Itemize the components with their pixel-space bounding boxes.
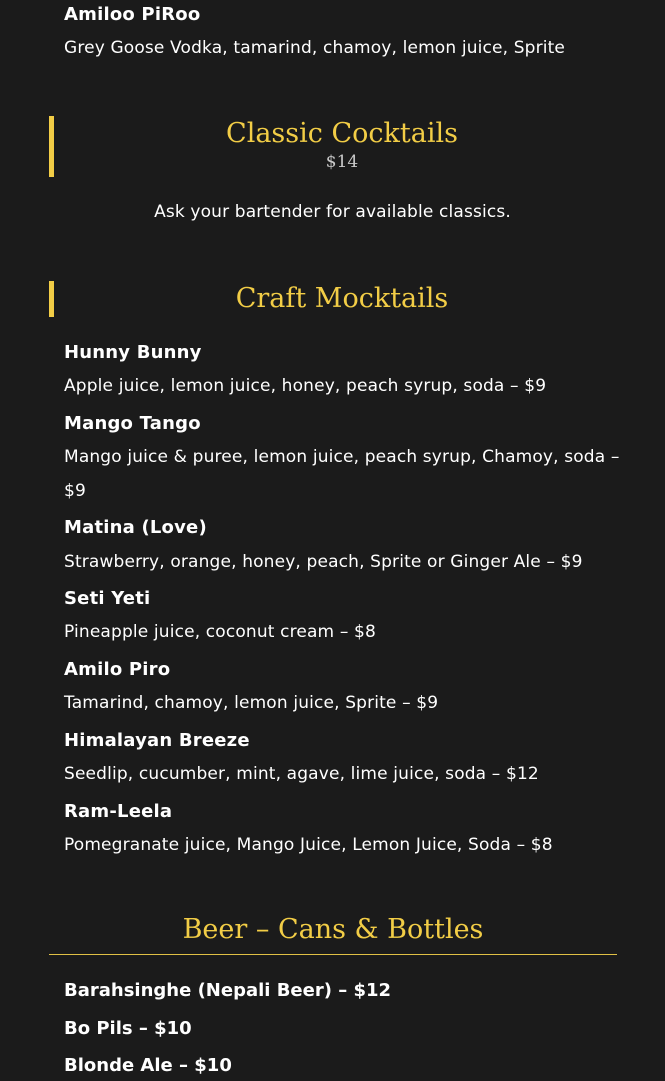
menu-item-name: Matina (Love) — [64, 517, 207, 538]
craft-mocktails-header — [49, 281, 635, 317]
section-price: $14 — [325, 152, 359, 172]
menu-item-description: Grey Goose Vodka, tamarind, chamoy, lemon juice, Sprite — [64, 38, 566, 58]
menu-item-description: Tamarind, chamoy, lemon juice, Sprite – $9 — [64, 693, 439, 713]
section-title: Craft Mocktails — [235, 283, 449, 314]
menu-item-description: Pomegranate juice, Mango Juice, Lemon Juice, Soda – $8 — [64, 835, 553, 855]
menu-item-name: Amiloo PiRoo — [64, 4, 201, 25]
menu-item-description: Mango juice & puree, lemon juice, peach syrup, Chamoy, soda – $9 — [64, 447, 620, 501]
menu-item-name: Hunny Bunny — [64, 342, 202, 363]
menu-item-description: Pineapple juice, coconut cream – $8 — [64, 622, 376, 642]
menu-item-name: Mango Tango — [64, 413, 201, 434]
classic-cocktails-header — [49, 116, 635, 176]
beer-section-title: Beer – Cans & Bottles — [182, 914, 484, 945]
menu-item-name: Seti Yeti — [64, 588, 151, 609]
beer-item: Barahsinghe (Nepali Beer) – $12 — [64, 980, 392, 1001]
menu-item-name: Ram-Leela — [64, 801, 173, 822]
classic-cocktails-note: Ask your bartender for available classics. — [154, 202, 511, 222]
beer-item: Blonde Ale – $10 — [64, 1055, 232, 1076]
menu-item-description: Apple juice, lemon juice, honey, peach syrup, soda – $9 — [64, 376, 547, 396]
section-divider — [49, 954, 617, 955]
section-title: Classic Cocktails — [226, 118, 458, 149]
beer-item: Bo Pils – $10 — [64, 1018, 192, 1039]
menu-item-name: Himalayan Breeze — [64, 730, 250, 751]
menu-item-name: Amilo Piro — [64, 659, 171, 680]
menu-item-description: Seedlip, cucumber, mint, agave, lime juice, soda – $12 — [64, 764, 539, 784]
menu-item-description: Strawberry, orange, honey, peach, Sprite or Ginger Ale – $9 — [64, 552, 583, 572]
